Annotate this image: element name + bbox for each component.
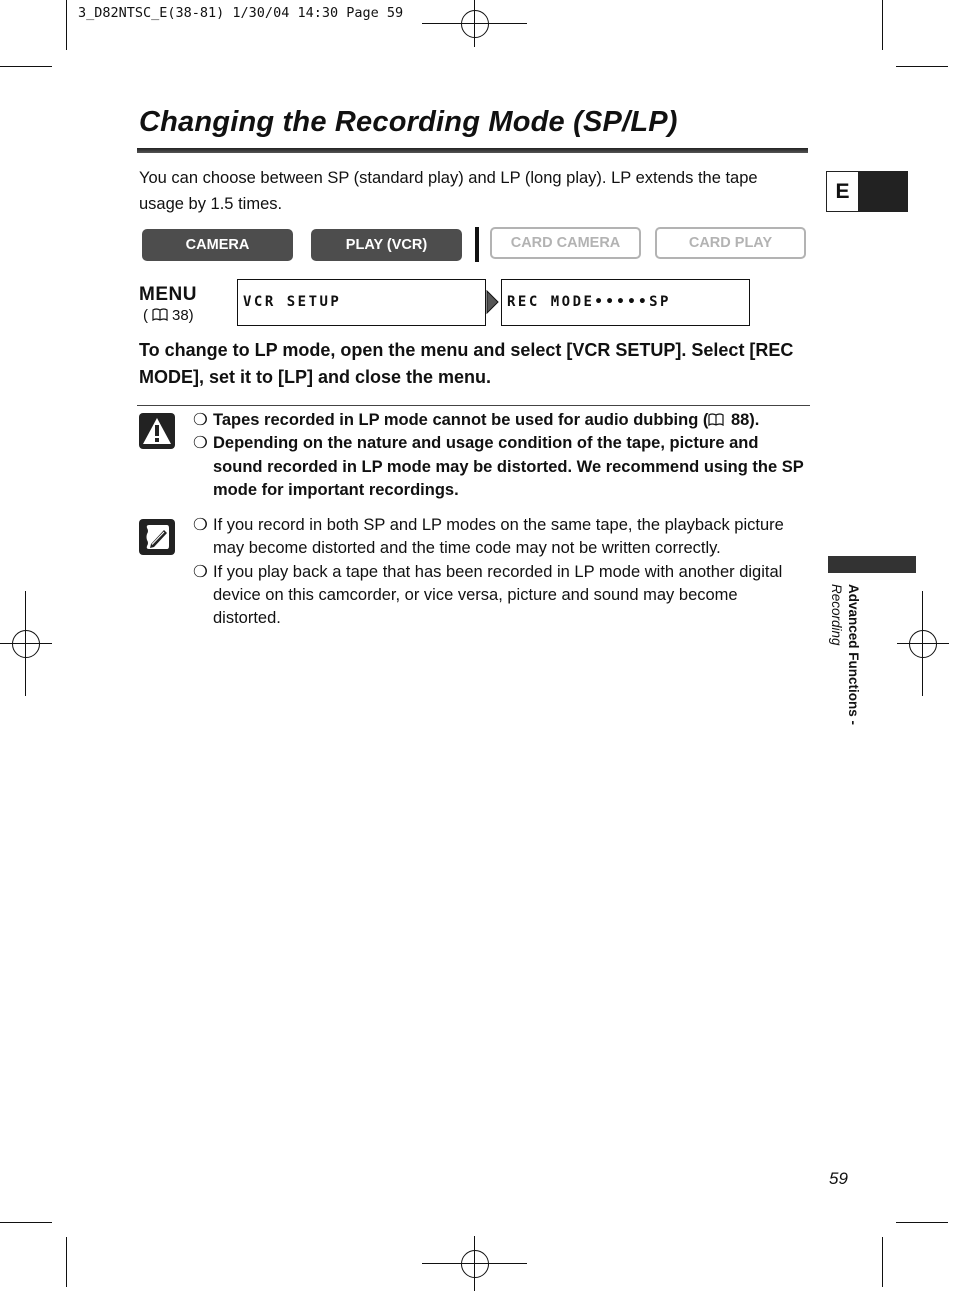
caution-icon bbox=[138, 412, 176, 450]
crop-mark bbox=[896, 1222, 948, 1223]
list-item: ❍ Depending on the nature and usage condition of the tape, picture and sound recorded in LP mode may be distorted. We recommend using the SP mode for important recordings. bbox=[193, 434, 804, 499]
mode-camera: CAMERA bbox=[142, 229, 293, 261]
caution-notes bbox=[193, 409, 810, 502]
printer-slug: 3_D82NTSC_E(38-81) 1/30/04 14:30 Page 59 bbox=[78, 5, 404, 21]
list-item: ❍ If you play back a tape that has been recorded in LP mode with another digital device on this camcorder, or vice versa, picture and sound may become distorted. bbox=[193, 562, 783, 628]
language-tab bbox=[826, 171, 908, 212]
book-icon bbox=[708, 413, 724, 426]
instruction-text: To change to LP mode, open the menu and select [VCR SETUP]. Select [REC MODE], set it to [LP] and close the menu. bbox=[139, 340, 794, 387]
book-icon bbox=[152, 308, 168, 321]
menu-step-vcr-setup: VCR SETUP bbox=[237, 279, 486, 326]
section-rule bbox=[137, 405, 810, 406]
note-pencil-icon bbox=[138, 518, 176, 556]
crop-mark bbox=[0, 66, 52, 67]
arrow-right-icon bbox=[486, 290, 500, 314]
menu-label: MENU bbox=[139, 284, 197, 305]
sidebar-section: Advanced Functions - bbox=[846, 584, 861, 726]
list-item: ❍ If you record in both SP and LP modes on the same tape, the playback picture may become distorted and the time code may not be written correctly. bbox=[193, 516, 784, 558]
mode-play-vcr: PLAY (VCR) bbox=[311, 229, 462, 261]
title-rule bbox=[137, 148, 808, 153]
crop-mark bbox=[66, 1237, 67, 1287]
mode-separator bbox=[475, 227, 479, 262]
list-item: ❍ Tapes recorded in LP mode cannot be used for audio dubbing ( 88). bbox=[193, 411, 760, 429]
crop-mark bbox=[896, 66, 948, 67]
sidebar-bar bbox=[828, 556, 916, 573]
language-tab-label: E bbox=[826, 171, 859, 212]
crop-mark bbox=[66, 0, 67, 50]
crop-mark bbox=[882, 1237, 883, 1287]
crop-mark bbox=[882, 0, 883, 50]
mode-card-camera: CARD CAMERA bbox=[490, 227, 641, 259]
crop-mark bbox=[0, 1222, 52, 1223]
intro-text: You can choose between SP (standard play) and LP (long play). LP extends the tape usage by 1.5 times. bbox=[139, 169, 758, 213]
menu-page-ref: ( 38) bbox=[143, 307, 194, 324]
sidebar-section-label bbox=[826, 584, 862, 754]
page-title: Changing the Recording Mode (SP/LP) bbox=[139, 106, 678, 138]
tip-notes bbox=[193, 514, 810, 630]
menu-step-rec-mode: REC MODE•••••SP bbox=[501, 279, 750, 326]
sidebar-subsection: Recording bbox=[829, 584, 844, 646]
page-number: 59 bbox=[829, 1169, 848, 1188]
mode-card-play: CARD PLAY bbox=[655, 227, 806, 259]
